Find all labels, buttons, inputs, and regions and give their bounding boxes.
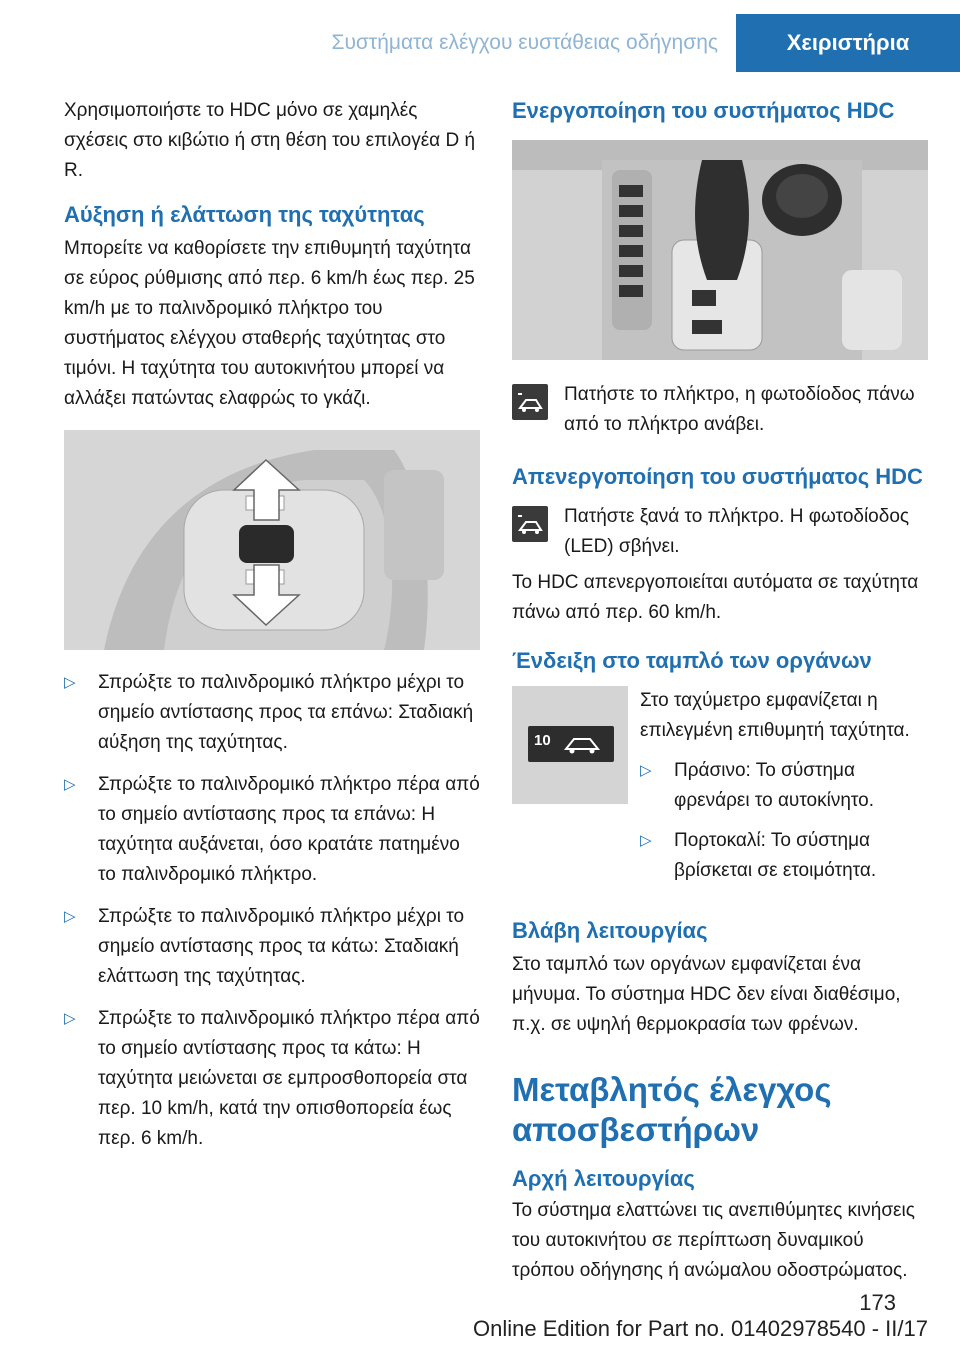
bullet-triangle-icon: ▷ — [640, 762, 652, 779]
list-item — [640, 756, 928, 816]
list-item — [64, 770, 480, 890]
speed-heading: Αύξηση ή ελάττωση της ταχύτητας — [64, 202, 425, 227]
list-item-text: Πράσινο: Το σύστημα φρενάρει το αυτοκίνητο. — [674, 760, 874, 811]
deactivate-row — [512, 502, 928, 562]
list-item — [640, 826, 928, 886]
list-item-text: Σπρώξτε το παλινδρομικό πλήκτρο πέρα από το σημείο αντίστασης προς τα κάτω: Η ταχύτητα μειώνεται σε εμπροσθοπορεία στα περ. 10 km/h, κατά την οπισθοπορεία έως περ. 6 km/h. — [98, 1008, 480, 1149]
center-console-figure — [512, 140, 928, 360]
bullet-triangle-icon: ▷ — [64, 1010, 76, 1027]
hdc-button-icon — [512, 506, 548, 542]
activate-heading: Ενεργοποίηση του συστήματος HDC — [512, 98, 895, 123]
display-panel — [528, 726, 614, 762]
steering-wheel-illustration — [64, 430, 480, 650]
hdc-button-icon — [512, 384, 548, 420]
speed-bullet-list — [64, 668, 480, 1154]
section-tab: Χειριστήρια — [736, 14, 960, 72]
list-item-text: Σπρώξτε το παλινδρομικό πλήκτρο μέχρι το σημείο αντίστασης προς τα επάνω: Σταδιακή αύξηση της ταχύτητας. — [98, 672, 474, 753]
bullet-triangle-icon: ▷ — [64, 674, 76, 691]
edition-footer: Online Edition for Part no. 01402978540 - II/17 — [473, 1316, 928, 1341]
principle-heading: Αρχή λειτουργίας — [512, 1166, 695, 1191]
page-number: 173 — [859, 1290, 896, 1315]
list-item-text: Σπρώξτε το παλινδρομικό πλήκτρο μέχρι το σημείο αντίστασης προς τα κάτω: Σταδιακή ελάττωση της ταχύτητας. — [98, 906, 465, 987]
bullet-triangle-icon: ▷ — [640, 832, 652, 849]
fault-text: Στο ταμπλό των οργάνων εμφανίζεται ένα μήνυμα. Το σύστημα HDC δεν είναι διαθέσιμο, π.χ. σε υψηλή θερμοκρασία των φρένων. — [512, 954, 901, 1035]
list-item-text: Σπρώξτε το παλινδρομικό πλήκτρο πέρα από το σημείο αντίστασης προς τα επάνω: Η ταχύτητα αυξάνεται, όσο κρατάτε πατημένο το παλινδρομικό πλήκτρο. — [98, 774, 480, 885]
chapter-heading: Μεταβλητός έλεγχος αποσβεστήρων — [512, 1071, 832, 1148]
list-item — [64, 902, 480, 992]
steering-wheel-figure — [64, 430, 480, 650]
intro-text: Χρησιμοποιήστε το HDC μόνο σε χαμηλές σχέσεις στο κιβώτιο ή στη θέση του επιλογέα D ή R. — [64, 100, 476, 181]
principle-text: Το σύστημα ελαττώνει τις ανεπιθύμητες κινήσεις του αυτοκινήτου σε περίπτωση δυναμικού τρόπου οδήγησης ή ανώμαλου οδοστρώματος. — [512, 1200, 915, 1281]
display-speed-number: 10 — [534, 732, 551, 749]
display-heading: Ένδειξη στο ταμπλό των οργάνων — [512, 648, 872, 673]
auto-deactivate-text: Το HDC απενεργοποιείται αυτόματα σε ταχύτητα πάνω από περ. 60 km/h. — [512, 572, 919, 623]
hdc-car-icon — [560, 729, 610, 759]
activate-row — [512, 380, 928, 440]
right-column — [512, 96, 928, 1286]
list-item — [64, 668, 480, 758]
fault-heading: Βλάβη λειτουργίας — [512, 918, 708, 943]
instrument-display-figure — [512, 686, 628, 804]
speed-text: Μπορείτε να καθορίσετε την επιθυμητή ταχύτητα σε εύρος ρύθμισης από περ. 6 km/h έως περ. 25 km/h με το παλινδρομικό πλήκτρο του συστήματος ελέγχου σταθερής ταχύτητας στο τιμόνι. Η ταχύτητα του αυτοκινήτου μπορεί να αλλάξει πατώντας ελαφρώς το γκάζι. — [64, 238, 475, 409]
left-column — [64, 96, 480, 1154]
list-item-text: Πορτοκαλί: Το σύστημα βρίσκεται σε ετοιμότητα. — [674, 830, 877, 881]
display-row — [512, 686, 928, 886]
list-item — [64, 1004, 480, 1154]
chapter-title: Συστήματα ελέγχου ευστάθειας οδήγησης — [331, 31, 718, 54]
display-text: Στο ταχύμετρο εμφανίζεται η επιλεγμένη επιθυμητή ταχύτητα. — [640, 690, 910, 741]
bullet-triangle-icon: ▷ — [64, 908, 76, 925]
activate-text: Πατήστε το πλήκτρο, η φωτοδίοδος πάνω από το πλήκτρο ανάβει. — [564, 384, 915, 435]
deactivate-text: Πατήστε ξανά το πλήκτρο. Η φωτοδίοδος (LED) σβήνει. — [564, 506, 910, 557]
bullet-triangle-icon: ▷ — [64, 776, 76, 793]
deactivate-heading: Απενεργοποίηση του συστήματος HDC — [512, 464, 923, 489]
center-console-illustration — [512, 140, 928, 360]
